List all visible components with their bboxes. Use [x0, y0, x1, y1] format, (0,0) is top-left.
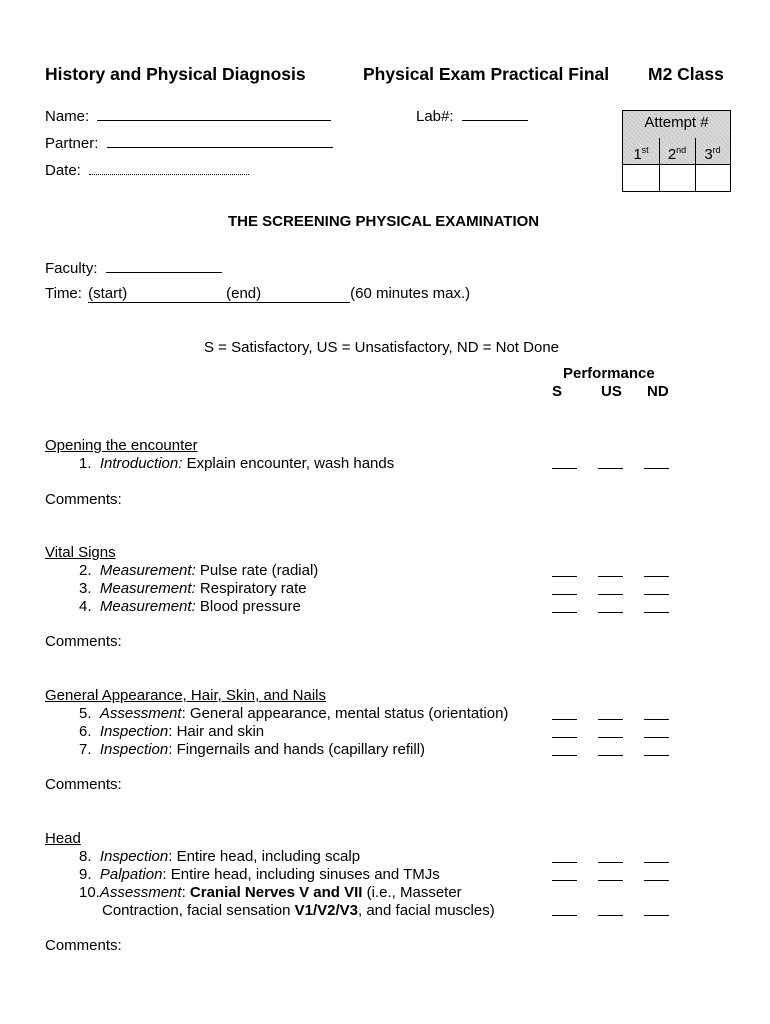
attempt-second: 2nd [659, 138, 695, 164]
section-title: Head [45, 830, 81, 847]
col-s: S [552, 383, 563, 400]
score-us-blank[interactable] [598, 576, 623, 577]
partner-row [45, 133, 333, 152]
score-us-blank[interactable] [598, 862, 623, 863]
score-us-blank[interactable] [598, 594, 623, 595]
score-nd-blank[interactable] [644, 862, 669, 863]
list-item: 10.Assessment: Cranial Nerves V and VII (i.e., Masseter [79, 884, 462, 901]
list-item: 5. Assessment: General appearance, mental status (orientation) [79, 705, 509, 722]
score-nd-blank[interactable] [644, 719, 669, 720]
section-title: General Appearance, Hair, Skin, and Nails [45, 687, 326, 704]
comments-label: Comments: [45, 491, 122, 508]
list-item: 1. Introduction: Explain encounter, wash hands [79, 455, 395, 472]
list-item-continuation: Contraction, facial sensation V1/V2/V3, and facial muscles) [102, 902, 495, 919]
class-title: M2 Class [648, 64, 724, 84]
score-us-blank[interactable] [598, 755, 623, 756]
score-us-blank[interactable] [598, 719, 623, 720]
score-s-blank[interactable] [552, 862, 577, 863]
col-nd: ND [647, 383, 669, 400]
name-label: Name: [45, 108, 90, 125]
comments-label: Comments: [45, 776, 122, 793]
time-end-field[interactable] [226, 285, 350, 303]
score-nd-blank[interactable] [644, 755, 669, 756]
name-row [45, 106, 331, 125]
lab-label: Lab#: [416, 108, 454, 125]
score-nd-blank[interactable] [644, 915, 669, 916]
lab-field[interactable] [462, 106, 528, 121]
time-end-label: (end) [226, 285, 262, 302]
score-us-blank[interactable] [598, 737, 623, 738]
list-item: 8. Inspection: Entire head, including scalp [79, 848, 361, 865]
time-label: Time: [45, 285, 82, 302]
lab-row [416, 106, 528, 125]
score-s-blank[interactable] [552, 737, 577, 738]
faculty-row [45, 258, 222, 277]
col-us: US [601, 383, 622, 400]
list-item: 6. Inspection: Hair and skin [79, 723, 265, 740]
name-field[interactable] [97, 106, 331, 121]
date-field[interactable] [89, 160, 249, 175]
score-us-blank[interactable] [598, 468, 623, 469]
time-max-label: (60 minutes max.) [350, 285, 471, 302]
performance-heading: Performance [563, 365, 655, 382]
attempt-first: 1st [623, 138, 659, 164]
attempt-table [622, 110, 731, 192]
attempt-third: 3rd [695, 138, 730, 164]
score-s-blank[interactable] [552, 612, 577, 613]
list-item: 4. Measurement: Blood pressure [79, 598, 301, 615]
date-row [45, 160, 249, 179]
time-start-field[interactable] [88, 285, 226, 303]
exam-title: Physical Exam Practical Final [363, 64, 610, 84]
score-s-blank[interactable] [552, 576, 577, 577]
partner-label: Partner: [45, 135, 99, 152]
score-us-blank[interactable] [598, 612, 623, 613]
exam-heading: THE SCREENING PHYSICAL EXAMINATION [228, 213, 540, 230]
scoring-legend: S = Satisfactory, US = Unsatisfactory, ND = Not Done [204, 339, 559, 356]
comments-label: Comments: [45, 937, 122, 954]
partner-field[interactable] [107, 133, 333, 148]
score-s-blank[interactable] [552, 719, 577, 720]
attempt-divider [623, 164, 730, 165]
score-nd-blank[interactable] [644, 594, 669, 595]
time-row [45, 285, 470, 303]
section-title: Opening the encounter [45, 437, 198, 454]
comments-label: Comments: [45, 633, 122, 650]
score-s-blank[interactable] [552, 880, 577, 881]
score-s-blank[interactable] [552, 915, 577, 916]
faculty-field[interactable] [106, 258, 222, 273]
score-nd-blank[interactable] [644, 576, 669, 577]
score-nd-blank[interactable] [644, 468, 669, 469]
score-nd-blank[interactable] [644, 880, 669, 881]
section-title: Vital Signs [45, 544, 116, 561]
score-nd-blank[interactable] [644, 612, 669, 613]
list-item: 3. Measurement: Respiratory rate [79, 580, 307, 597]
score-nd-blank[interactable] [644, 737, 669, 738]
attempt-title: Attempt # [623, 111, 730, 138]
list-item: 9. Palpation: Entire head, including sinuses and TMJs [79, 866, 440, 883]
date-label: Date: [45, 162, 81, 179]
score-s-blank[interactable] [552, 755, 577, 756]
list-item: 7. Inspection: Fingernails and hands (capillary refill) [79, 741, 426, 758]
course-title: History and Physical Diagnosis [45, 64, 306, 84]
faculty-label: Faculty: [45, 260, 98, 277]
list-item: 2. Measurement: Pulse rate (radial) [79, 562, 319, 579]
score-us-blank[interactable] [598, 880, 623, 881]
score-us-blank[interactable] [598, 915, 623, 916]
time-start-label: (start) [88, 285, 128, 302]
score-s-blank[interactable] [552, 468, 577, 469]
score-s-blank[interactable] [552, 594, 577, 595]
